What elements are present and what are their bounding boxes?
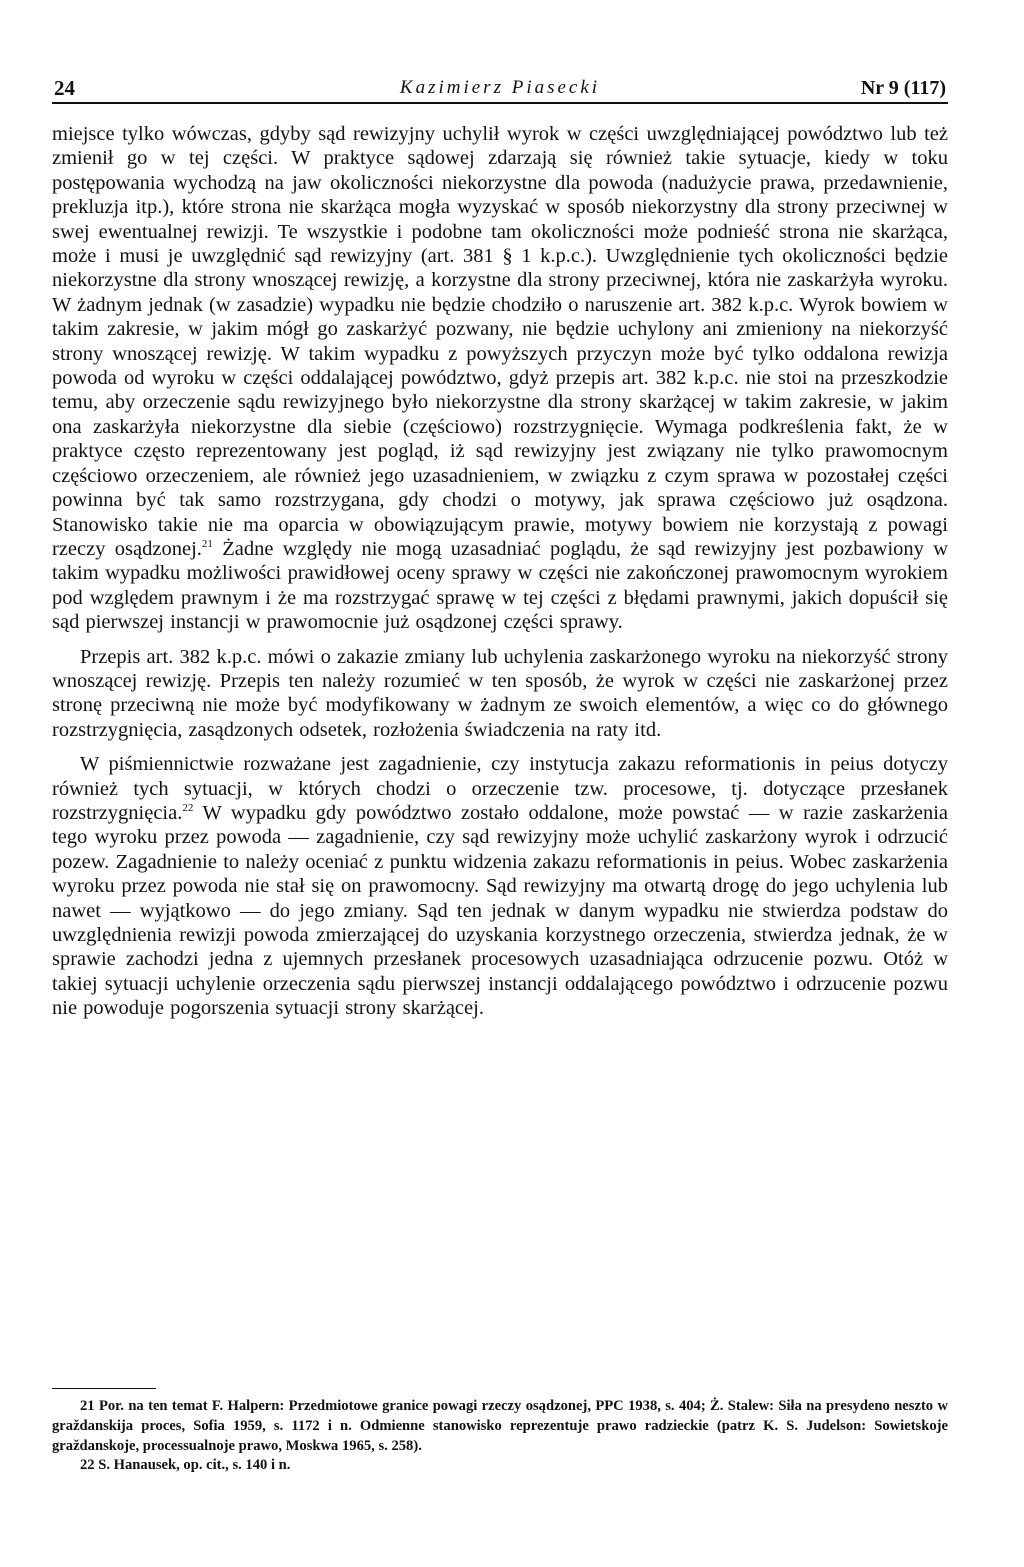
page-number: 24 — [54, 76, 75, 100]
paragraph-3-text: W piśmiennictwie rozważane jest zagadnienie, czy instytucja zakazu reformationis in peius dotyczy również tych sytuacji, w których chodzi o orzeczenie tzw. procesowe, tj. dotyczące przesłanek rozstrzygnięcia. — [52, 753, 948, 824]
footnote-rule — [52, 1388, 156, 1389]
running-title: Kazimierz Piasecki — [399, 77, 601, 98]
footnotes — [52, 1388, 948, 1476]
paragraph-3 — [52, 752, 948, 1020]
footnote-21: 21 Por. na ten temat F. Halpern: Przedmiotowe granice powagi rzeczy osądzonej, PPC 1938, s. 404; Ż. Stalew: Siła na presydeno neszto w graždanskija proces, Sofia 1959, s. 1172 i n. Odmienne stanowisko reprezentuje prawo radzieckie (patrz K. S. Judelson: Sowietskoje graždanskoje, processualnoje prawo, Moskwa 1965, s. 258). — [52, 1398, 948, 1454]
footnote-22: 22 S. Hanausek, op. cit., s. 140 i n. — [80, 1457, 291, 1474]
issue-number: Nr 9 (117) — [860, 77, 946, 99]
paragraph-1-text: miejsce tylko wówczas, gdyby sąd rewizyjny uchylił wyrok w części uwzględniającej powództwo lub też zmienił go w tej części. W praktyce sądowej zdarzają się również takie sytuacje, kiedy w toku postępowania wychodzą na jaw okoliczności niekorzystne dla powoda (nadużycie prawa, przedawnienie, prekluzja itp.), które strona nie skarżąca mogła wyzyskać w sposób niekorzystny dla strony przeciwnej w swej ewentualnej rewizji. Te wszystkie i podobne tam okoliczności może podnieść strona nie skarżąca, może i musi je uwzględnić sąd rewizyjny (art. 381 § 1 k.p.c.). Uwzględnienie tych okoliczności będzie niekorzystne dla strony wnoszącej rewizję, a korzystne dla strony przeciwnej, która nie zaskarżyła wyroku. W żadnym jednak (w zasadzie) wypadku nie będzie chodziło o naruszenie art. 382 k.p.c. Wyrok bowiem w takim zakresie, w jakim mógł go zaskarżyć pozwany, nie będzie uchylony ani zmieniony na niekorzyść strony wnoszącej rewizję. W takim wypadku z powyższych przyczyn może być tylko oddalona rewizja powoda od wyroku w części oddalającej powództwo, gdyż przepis art. 382 k.p.c. nie stoi na przeszkodzie temu, aby orzeczenie sądu rewizyjnego było niekorzystne dla strony skarżącej w takim zakresie, w jakim ona zaskarżyła niekorzystne dla siebie (częściowo) rozstrzygnięcie. Wymaga podkreślenia fakt, że w praktyce często reprezentowany jest pogląd, iż sąd rewizyjny jest związany nie tylko prawomocnym częściowo orzeczeniem, ale również jego uzasadnieniem, w związku z czym sprawa w pozostałej części powinna być tak samo rozstrzygana, gdy chodzi o motywy, jak sprawa częściowo już osądzona. Stanowisko takie nie ma oparcia w obowiązującym prawie, motywy bowiem nie korzystają z powagi rzeczy osądzonej. — [52, 123, 948, 560]
footnote-ref-22: 22 — [182, 801, 194, 814]
page-header — [52, 70, 948, 104]
paragraph-3-continuation: W wypadku gdy powództwo zostało oddalone, może powstać — w razie zaskarżenia tego wyroku przez powoda — zagadnienie, czy sąd rewizyjny może uchylić zaskarżony wyrok i odrzucić pozew. Zagadnienie to należy oceniać z punktu widzenia zakazu reformationis in peius. Wobec zaskarżenia wyroku przez powoda nie stał się on prawomocny. Sąd rewizyjny ma otwartą drogę do jego uchylenia lub nawet — wyjątkowo — do jego zmiany. Sąd ten jednak w danym wypadku nie stwierdza podstaw do uwzględnienia rewizji powoda zmierzającej do uzyskania korzystnego orzeczenia, stwierdza jednak, że w sprawie zachodzi jedna z ujemnych przesłanek procesowych uzasadniająca odrzucenie pozwu. Otóż w takiej sytuacji uchylenie orzeczenia sądu pierwszej instancji oddalającego powództwo i odrzucenie pozwu nie powoduje pogorszenia sytuacji strony skarżącej. — [52, 801, 948, 1020]
paragraph-1-continuation: Żadne względy nie mogą uzasadniać poglądu, że sąd rewizyjny jest pozbawiony w takim wypadku możliwości prawidłowej oceny sprawy w części nie zakończonej prawomocnym wyrokiem pod względem prawnym i że ma rozstrzygać sprawę w tej części z błędami prawnymi, jakich dopuścił się sąd pierwszej instancji w prawomocnie już osądzonej części sprawy. — [52, 537, 949, 634]
paragraph-2: Przepis art. 382 k.p.c. mówi o zakazie zmiany lub uchylenia zaskarżonego wyroku na niekorzyść strony wnoszącej rewizję. Przepis ten należy rozumieć w ten sposób, że wyrok w części nie zaskarżonej przez stronę przeciwną nie może być modyfikowany w żadnym ze swoich elementów, a więc co do głównego rozstrzygnięcia, zasądzonych odsetek, rozłożenia świadczenia na raty itd. — [52, 645, 948, 741]
footnote-ref-21: 21 — [201, 537, 213, 550]
page — [52, 70, 948, 1021]
body-text — [52, 122, 948, 1021]
paragraph-1 — [52, 122, 948, 635]
